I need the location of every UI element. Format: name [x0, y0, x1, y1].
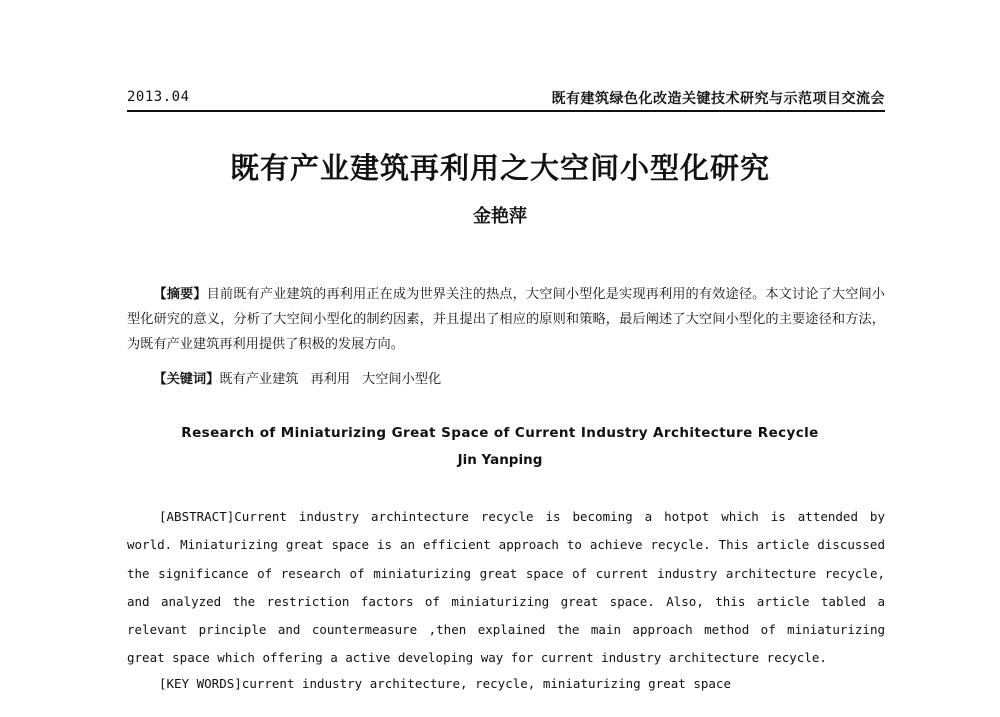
english-title: Research of Miniaturizing Great Space of Current Industry Architecture Recycle — [181, 425, 819, 441]
abstract-label: 【摘要】 — [153, 287, 207, 302]
header-rule — [127, 110, 885, 112]
abstract-text: 目前既有产业建筑的再利用正在成为世界关注的热点，大空间小型化是实现再利用的有效途径。本文讨论了大空间小型化研究的意义，分析了大空间小型化的制约因素，并且提出了相应的原则和策略，最后阐述了大空间小型化的主要途径和方法，为既有产业建筑再利用提供了积极的发展方向。 — [127, 287, 885, 352]
conference-name: 既有建筑绿色化改造关键技术研究与示范项目交流会 — [551, 91, 885, 107]
abstract-en-label: [ABSTRACT] — [159, 509, 235, 524]
paper-author: 金艳萍 — [473, 206, 527, 227]
english-author: Jin Yanping — [457, 452, 543, 468]
abstract-en-text: Current industry archintecture recycle is becoming a hotpot which is attended by world. Miniaturizing great space is an efficient approach to achieve recycle. This article discussed the significance of research of miniaturizing great space of current industry architecture recycle, and analyzed the restriction factors of miniaturizing great space. Also, this article tabled a relevant principle and countermeasure ,then explained the main approach method of miniaturizing great space which offering a active developing way for current industry architecture recycle. — [127, 509, 885, 666]
issue-number: 2013.04 — [127, 89, 190, 105]
keywords-label: 【关键词】 — [153, 372, 220, 387]
keyword-item: 大空间小型化 — [362, 372, 442, 387]
keywords-english — [127, 672, 885, 696]
abstract-chinese — [127, 282, 885, 357]
abstract-english — [127, 503, 885, 673]
keyword-item: 既有产业建筑 — [219, 372, 299, 387]
keywords-en-text: current industry architecture, recycle, miniaturizing great space — [241, 676, 731, 691]
running-header — [127, 86, 885, 110]
keyword-item: 再利用 — [310, 372, 351, 387]
paper-title: 既有产业建筑再利用之大空间小型化研究 — [229, 151, 770, 185]
keywords-en-label: [KEY WORDS] — [159, 676, 242, 691]
keywords-chinese — [127, 367, 885, 392]
